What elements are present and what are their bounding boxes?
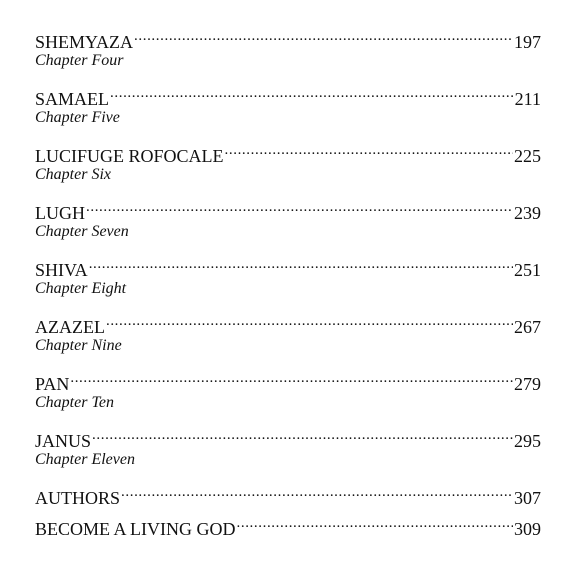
dot-leader	[121, 482, 513, 504]
toc-entry-pan[interactable]	[35, 368, 541, 425]
toc-entry-page: 267	[514, 317, 541, 337]
toc-entry-page: 225	[514, 146, 541, 166]
toc-entry-title: AUTHORS	[35, 488, 121, 508]
dot-leader	[89, 254, 513, 276]
toc-entry-line[interactable]	[35, 26, 541, 52]
toc-entry-line[interactable]	[35, 368, 541, 394]
chapter-label: Chapter Eleven	[35, 451, 135, 468]
toc-entry-title: SHIVA	[35, 260, 88, 280]
chapter-label: Chapter Four	[35, 52, 124, 69]
toc-entry-title: BECOME A LIVING GOD	[35, 519, 236, 539]
chapter-label: Chapter Eight	[35, 280, 127, 297]
toc-entry-line[interactable]	[35, 197, 541, 223]
toc-entry-line[interactable]	[35, 425, 541, 451]
dot-leader	[70, 368, 513, 390]
toc-entry-page: 251	[514, 260, 541, 280]
chapter-label: Chapter Ten	[35, 394, 114, 411]
toc-entry-become-a-living-god[interactable]	[35, 513, 541, 544]
toc-entry-line[interactable]	[35, 311, 541, 337]
dot-leader	[134, 26, 513, 48]
chapter-label: Chapter Six	[35, 166, 111, 183]
dot-leader	[86, 197, 513, 219]
toc-entry-line[interactable]	[35, 83, 541, 109]
toc-entry-samael[interactable]	[35, 83, 541, 140]
toc-entry-shemyaza[interactable]	[35, 26, 541, 83]
chapter-label: Chapter Five	[35, 109, 120, 126]
toc-entry-title: SAMAEL	[35, 89, 110, 109]
toc-entry-title: AZAZEL	[35, 317, 105, 337]
toc-entry-azazel[interactable]	[35, 311, 541, 368]
toc-entry-title: LUCIFUGE ROFOCALE	[35, 146, 224, 166]
toc-entry-line[interactable]	[35, 140, 541, 166]
toc-entry-page: 309	[514, 519, 541, 539]
toc-entry-title: LUGH	[35, 203, 85, 223]
table-of-contents	[35, 26, 541, 544]
toc-entry-page: 239	[514, 203, 541, 223]
toc-entry-line[interactable]	[35, 513, 541, 539]
dot-leader	[225, 140, 513, 162]
toc-entry-line[interactable]	[35, 482, 541, 508]
chapter-label: Chapter Nine	[35, 337, 122, 354]
toc-entry-janus[interactable]	[35, 425, 541, 482]
dot-leader	[92, 425, 513, 447]
toc-entry-shiva[interactable]	[35, 254, 541, 311]
dot-leader	[110, 83, 514, 105]
toc-entry-line[interactable]	[35, 254, 541, 280]
toc-entry-page: 307	[514, 488, 541, 508]
toc-entry-lugh[interactable]	[35, 197, 541, 254]
dot-leader	[237, 513, 514, 535]
toc-entry-page: 211	[514, 89, 541, 109]
toc-entry-title: SHEMYAZA	[35, 32, 134, 52]
toc-entry-authors[interactable]	[35, 482, 541, 513]
toc-entry-page: 295	[514, 431, 541, 451]
toc-entry-title: PAN	[35, 374, 70, 394]
chapter-label: Chapter Seven	[35, 223, 129, 240]
dot-leader	[106, 311, 513, 333]
toc-entry-title: JANUS	[35, 431, 92, 451]
toc-entry-page: 279	[514, 374, 541, 394]
toc-entry-page: 197	[514, 32, 541, 52]
toc-entry-lucifuge-rofocale[interactable]	[35, 140, 541, 197]
